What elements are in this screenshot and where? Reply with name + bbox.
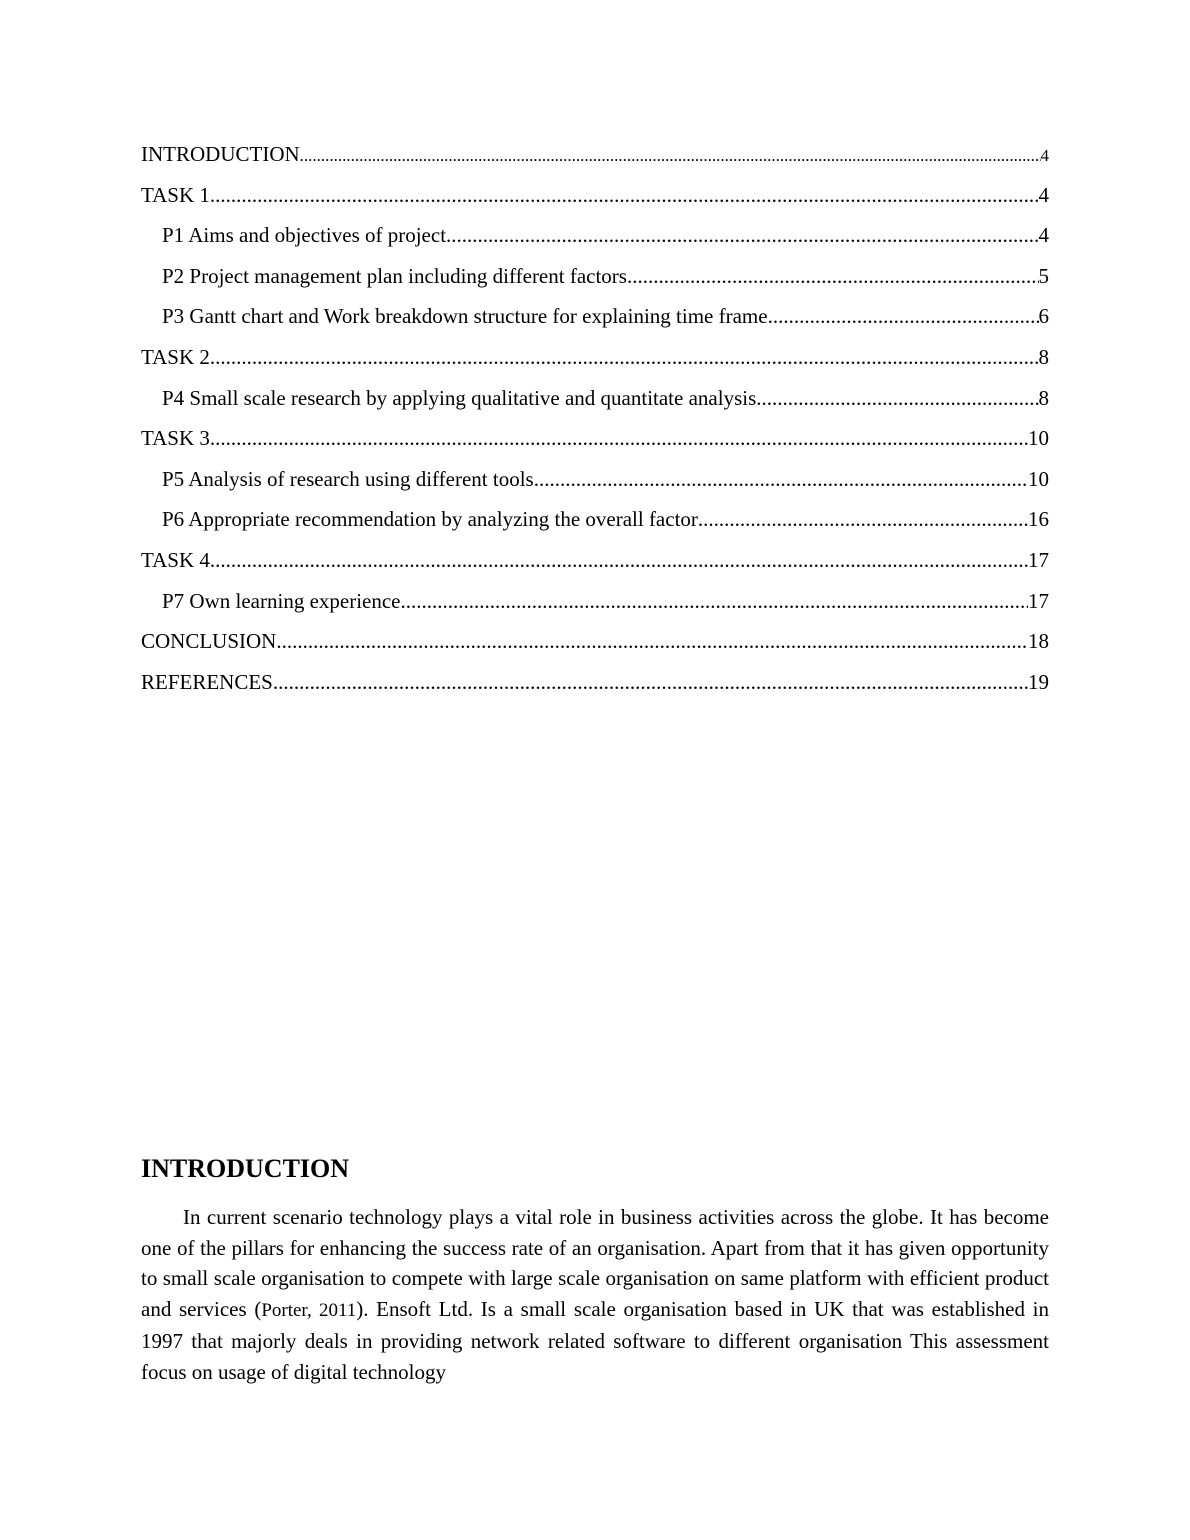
toc-dot-leader (273, 668, 1028, 696)
toc-entry-label: P5 Analysis of research using different tools (162, 466, 534, 491)
toc-page-number: 8 (1038, 344, 1049, 369)
toc-page-number: 4 (1038, 223, 1049, 248)
toc-entry-task-4[interactable] (141, 546, 1049, 587)
toc-entry-label: P7 Own learning experience (162, 588, 401, 613)
toc-dot-leader (446, 221, 1038, 249)
toc-page-number: 10 (1028, 466, 1049, 491)
toc-page-number: 10 (1028, 426, 1049, 451)
toc-dot-leader (401, 587, 1029, 615)
toc-page-number: 8 (1038, 385, 1049, 410)
paragraph-text: ). Ensoft Ltd. Is a small scale organisation based in UK that was established in 1997 that majorly deals in providing network related software to different organisation This assessment focus on usage of digital technology (141, 1296, 1049, 1384)
toc-entry-conclusion[interactable] (141, 627, 1049, 668)
toc-entry-introduction[interactable] (141, 140, 1049, 181)
toc-dot-leader (534, 465, 1028, 493)
toc-entry-p6[interactable] (141, 505, 1049, 546)
toc-entry-label: P3 Gantt chart and Work breakdown structure for explaining time frame (162, 304, 768, 329)
toc-entry-p3[interactable] (141, 302, 1049, 343)
toc-entry-label: REFERENCES (141, 669, 273, 694)
toc-entry-p5[interactable] (141, 465, 1049, 506)
toc-entry-p7[interactable] (141, 587, 1049, 628)
toc-page-number: 17 (1028, 547, 1049, 572)
toc-page-number: 16 (1028, 507, 1049, 532)
introduction-section (141, 1150, 1049, 1388)
toc-entry-label: TASK 1 (141, 182, 210, 207)
body-paragraph (141, 1202, 1049, 1388)
toc-dot-leader (210, 343, 1039, 371)
citation: Porter, 2011 (261, 1299, 357, 1321)
toc-dot-leader (698, 505, 1028, 533)
toc-page-number: 6 (1038, 304, 1049, 329)
toc-entry-label: P6 Appropriate recommendation by analyzing the overall factor (162, 507, 698, 532)
toc-page-number: 4 (1038, 182, 1049, 207)
toc-entry-label: INTRODUCTION (141, 142, 300, 166)
toc-entry-task-1[interactable] (141, 181, 1049, 222)
toc-page-number: 18 (1028, 629, 1049, 654)
toc-entry-task-2[interactable] (141, 343, 1049, 384)
toc-dot-leader (768, 302, 1039, 330)
toc-dot-leader (210, 546, 1028, 574)
toc-entry-task-3[interactable] (141, 424, 1049, 465)
toc-entry-label: CONCLUSION (141, 629, 277, 654)
toc-dot-leader (627, 262, 1039, 290)
toc-page-number: 19 (1028, 669, 1049, 694)
toc-page-number: 4 (1040, 146, 1049, 165)
toc-dot-leader (276, 627, 1028, 655)
paragraph-text: In current scenario technology plays a vital role in business activities across the globe. It has become one of the pillars for enhancing the success rate of an organisation. Apart from that it has given opportunity to small scale organisation to compete with large scale organisation on same platform with efficient product and services ( (141, 1205, 1049, 1321)
toc-dot-leader (210, 424, 1028, 452)
toc-dot-leader (756, 384, 1038, 412)
toc-entry-label: P4 Small scale research by applying qualitative and quantitate analysis (162, 385, 757, 410)
toc-entry-label: P1 Aims and objectives of project (162, 223, 447, 248)
toc-page-number: 17 (1028, 588, 1049, 613)
toc-entry-label: P2 Project management plan including different factors (162, 263, 627, 288)
toc-dot-leader (300, 142, 1041, 170)
toc-entry-p2[interactable] (141, 262, 1049, 303)
section-heading: INTRODUCTION (141, 1154, 350, 1183)
toc-dot-leader (210, 181, 1039, 209)
table-of-contents (141, 140, 1049, 708)
toc-entry-label: TASK 4 (141, 547, 210, 572)
toc-entry-p4[interactable] (141, 384, 1049, 425)
toc-page-number: 5 (1038, 263, 1049, 288)
toc-entry-p1[interactable] (141, 221, 1049, 262)
toc-entry-label: TASK 3 (141, 426, 210, 451)
toc-entry-label: TASK 2 (141, 344, 210, 369)
toc-entry-references[interactable] (141, 668, 1049, 709)
